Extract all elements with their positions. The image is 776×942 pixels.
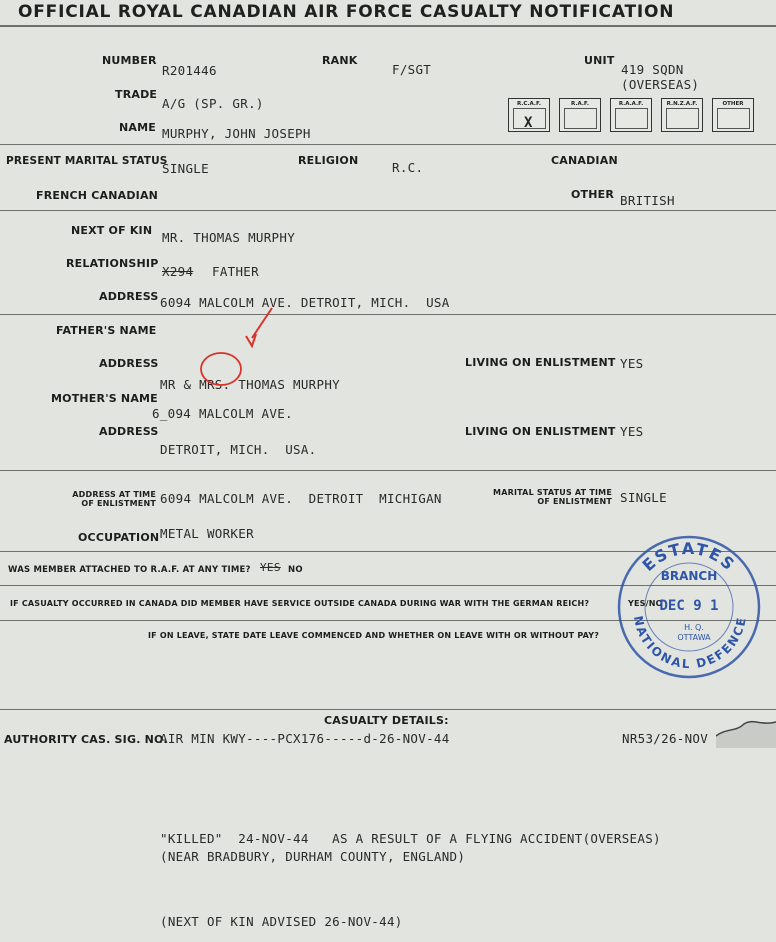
unit-label: UNIT <box>584 54 615 67</box>
service-box-raaf: R.A.A.F. <box>610 98 652 132</box>
fathers-name-label: FATHER'S NAME <box>56 324 157 337</box>
french-canadian-label: FRENCH CANADIAN <box>36 189 159 202</box>
religion-label: RELIGION <box>298 154 359 167</box>
service-answer: YES/NO <box>628 599 663 608</box>
name-label: NAME <box>119 121 156 134</box>
unit-value-line1: 419 SQDN <box>621 62 684 77</box>
mother-address-label: ADDRESS <box>99 425 159 438</box>
raf-struck-answer: YES <box>260 561 281 574</box>
other-value: BRITISH <box>620 193 675 208</box>
mother-name-value: MR & MRS. THOMAS MURPHY <box>160 377 340 392</box>
mother-living-value: YES <box>620 424 644 439</box>
occupation-value: METAL WORKER <box>160 526 254 541</box>
authority-reference-value: NR53/26-NOV <box>622 731 709 746</box>
casualty-detail-line2: (NEAR BRADBURY, DURHAM COUNTY, ENGLAND) <box>160 849 466 864</box>
nok-address-label: ADDRESS <box>99 290 159 303</box>
stamp-date-text: DEC 9 1 <box>659 598 719 614</box>
rule-4 <box>0 470 776 471</box>
service-box-other: OTHER <box>712 98 754 132</box>
father-living-value: YES <box>620 356 644 371</box>
raf-answer: NO <box>288 565 303 575</box>
number-value: R201446 <box>162 63 217 78</box>
marital-at-enlistment-value: SINGLE <box>620 490 667 505</box>
mothers-name-label: MOTHER'S NAME <box>51 392 158 405</box>
service-box-rnzaf: R.N.Z.A.F. <box>661 98 703 132</box>
torn-paper-edge <box>716 718 776 748</box>
stamp-branch-text: BRANCH <box>660 569 718 583</box>
service-box-rcaf: R.C.A.F. <box>508 98 550 132</box>
trade-value: A/G (SP. GR.) <box>162 96 264 111</box>
stamp-place-line1: H. Q. <box>684 623 704 632</box>
estates-branch-stamp <box>614 532 764 682</box>
nok-address-value: 6094 MALCOLM AVE. DETROIT, MICH. USA <box>160 295 450 310</box>
stamp-place-line2: OTTAWA <box>677 633 711 642</box>
authority-number-value: AIR MIN KWY----PCX176-----d-26-NOV-44 <box>160 731 450 746</box>
other-label: OTHER <box>571 188 615 201</box>
address-at-enlistment-value: 6094 MALCOLM AVE. DETROIT MICHIGAN <box>160 491 442 506</box>
marital-status-label: PRESENT MARITAL STATUS <box>6 155 168 167</box>
number-label: NUMBER <box>102 54 157 67</box>
raf-question-label: WAS MEMBER ATTACHED TO R.A.F. AT ANY TIME? <box>8 565 251 575</box>
authority-label: AUTHORITY CAS. SIG. NO. <box>4 733 168 746</box>
relationship-value: FATHER <box>212 264 259 279</box>
marital-at-enlistment-label: MARITAL STATUS AT TIME OF ENLISTMENT <box>493 488 612 506</box>
next-of-kin-label: NEXT OF KIN <box>71 224 153 237</box>
rule-2 <box>0 210 776 211</box>
marital-status-value: SINGLE <box>162 161 209 176</box>
relationship-label: RELATIONSHIP <box>66 257 159 270</box>
father-living-label: LIVING ON ENLISTMENT <box>465 356 616 369</box>
occupation-label: OCCUPATION <box>78 531 160 544</box>
rule-1 <box>0 144 776 145</box>
trade-label: TRADE <box>115 88 158 101</box>
stamp-top-text: ESTATES <box>638 538 740 575</box>
religion-value: R.C. <box>392 160 424 175</box>
father-address-label: ADDRESS <box>99 357 159 370</box>
service-check-mark: X <box>524 115 533 131</box>
rank-label: RANK <box>322 54 358 67</box>
unit-value-line2: (OVERSEAS) <box>621 77 700 92</box>
title-rule <box>0 25 776 27</box>
casualty-details-heading: CASUALTY DETAILS: <box>324 714 449 727</box>
service-question-label: IF CASUALTY OCCURRED IN CANADA DID MEMBER HAVE SERVICE OUTSIDE CANADA DURING WAR WITH THE GERMAN REICH? <box>10 599 590 608</box>
stamp-bottom-text: NATIONAL DEFENCE <box>630 614 749 672</box>
form-title: OFFICIAL ROYAL CANADIAN AIR FORCE CASUALTY NOTIFICATION <box>18 2 675 22</box>
address-at-enlistment-label: ADDRESS AT TIME OF ENLISTMENT <box>72 490 156 508</box>
leave-question-label: IF ON LEAVE, STATE DATE LEAVE COMMENCED AND WHETHER ON LEAVE WITH OR WITHOUT PAY? <box>148 631 600 640</box>
service-box-raf: R.A.F. <box>559 98 601 132</box>
casualty-detail-line1: "KILLED" 24-NOV-44 AS A RESULT OF A FLYING ACCIDENT(OVERSEAS) <box>160 831 661 846</box>
relationship-struck-value: X294 <box>162 264 194 279</box>
rule-8 <box>0 709 776 710</box>
next-of-kin-value: MR. THOMAS MURPHY <box>162 230 296 245</box>
name-value: MURPHY, JOHN JOSEPH <box>162 126 311 141</box>
rank-value: F/SGT <box>392 62 432 77</box>
mother-address-line1: 6_094 MALCOLM AVE. <box>152 406 293 421</box>
mother-living-label: LIVING ON ENLISTMENT <box>465 425 616 438</box>
canadian-label: CANADIAN <box>551 154 618 167</box>
casualty-detail-line3: (NEXT OF KIN ADVISED 26-NOV-44) <box>160 914 403 929</box>
rule-3 <box>0 314 776 315</box>
mother-address-line2: DETROIT, MICH. USA. <box>160 442 317 457</box>
red-check-annotation <box>190 300 280 390</box>
